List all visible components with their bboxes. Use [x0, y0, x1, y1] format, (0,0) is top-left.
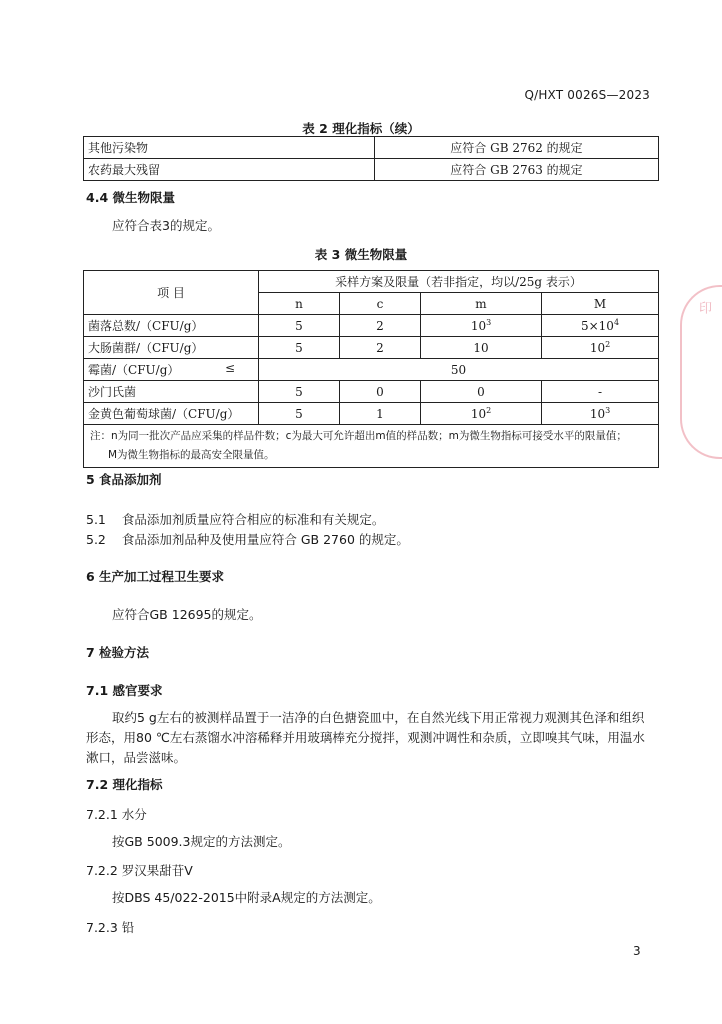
section-7-1-line2: 形态，用80 ℃左右蒸馏水冲溶稀释并用玻璃棒充分搅拌，观测冲调性和杂质，立即嗅其气味，用温水: [86, 730, 645, 745]
table-cell: 农药最大残留: [84, 159, 375, 181]
table-header-row: [84, 271, 659, 293]
table-row: [84, 403, 659, 425]
row-item: 沙门氏菌: [84, 381, 259, 403]
col-m: m: [421, 293, 542, 315]
table-row: [84, 159, 659, 181]
table2-caption: 表 2 理化指标（续）: [302, 121, 420, 136]
row-m: 0: [421, 381, 542, 403]
page-number: 3: [633, 944, 641, 958]
section-7-1-line1: 取约5 g左右的被测样品置于一洁净的白色搪瓷皿中，在自然光线下用正常视力观测其色泽和组织: [112, 710, 645, 725]
row-c: 2: [340, 337, 421, 359]
section-5-1: 5.1 食品添加剂质量应符合相应的标准和有关规定。: [86, 512, 385, 527]
section-4-4-text: 应符合表3的规定。: [112, 218, 220, 233]
row-n: 5: [259, 403, 340, 425]
row-c: 0: [340, 381, 421, 403]
table-row: [84, 137, 659, 159]
mold-item: 霉菌/（CFU/g）: [84, 359, 259, 381]
section-7-2-title: 7.2 理化指标: [86, 777, 163, 792]
row-item: 菌落总数/（CFU/g）: [84, 315, 259, 337]
document-id: Q/HXT 0026S—2023: [524, 88, 650, 102]
row-n: 5: [259, 315, 340, 337]
table-row: [84, 359, 659, 381]
table3: [83, 270, 659, 468]
table-cell: 应符合 GB 2763 的规定: [375, 159, 659, 181]
row-c: 2: [340, 315, 421, 337]
row-n: 5: [259, 337, 340, 359]
section-7-2-3-title: 7.2.3 铅: [86, 920, 135, 935]
mold-op: ≤: [225, 361, 236, 375]
table2: [83, 136, 659, 181]
row-item: 大肠菌群/（CFU/g）: [84, 337, 259, 359]
row-M: -: [542, 381, 659, 403]
table-note-row: [84, 425, 659, 468]
section-6-title: 6 生产加工过程卫生要求: [86, 569, 225, 584]
mold-value: ≤ 50: [259, 359, 659, 381]
row-m: 10: [421, 337, 542, 359]
row-m: $10^3$: [421, 315, 542, 337]
table-cell: 其他污染物: [84, 137, 375, 159]
section-7-2-1-title: 7.2.1 水分: [86, 807, 147, 822]
header-item: 项 目: [84, 271, 259, 315]
header-span: 采样方案及限量（若非指定，均以/25g 表示）: [259, 271, 659, 293]
section-7-title: 7 检验方法: [86, 645, 150, 660]
section-5-2: 5.2 食品添加剂品种及使用量应符合 GB 2760 的规定。: [86, 532, 409, 547]
row-item: 金黄色葡萄球菌/（CFU/g）: [84, 403, 259, 425]
red-seal-stamp: 印: [680, 285, 722, 459]
row-c: 1: [340, 403, 421, 425]
col-M: M: [542, 293, 659, 315]
table-note: 注：n为同一批次产品应采集的样品件数；c为最大可允许超出m值的样品数；m为微生物指标可接受水平的限量值； M为微生物指标的最高安全限量值。: [84, 425, 659, 468]
row-M: $5\times 10^4$: [542, 315, 659, 337]
section-7-1-line3: 漱口，品尝滋味。: [86, 750, 187, 765]
col-c: c: [340, 293, 421, 315]
table-cell: 应符合 GB 2762 的规定: [375, 137, 659, 159]
section-7-2-1-text: 按GB 5009.3规定的方法测定。: [112, 834, 291, 849]
section-7-1-title: 7.1 感官要求: [86, 683, 163, 698]
section-6-text: 应符合GB 12695的规定。: [112, 607, 262, 622]
section-7-2-2-title: 7.2.2 罗汉果甜苷Ⅴ: [86, 863, 193, 878]
section-4-4-title: 4.4 微生物限量: [86, 190, 175, 205]
row-n: 5: [259, 381, 340, 403]
table-row: [84, 337, 659, 359]
section-5-title: 5 食品添加剂: [86, 472, 162, 487]
table-row: [84, 315, 659, 337]
row-M: $10^3$: [542, 403, 659, 425]
col-n: n: [259, 293, 340, 315]
section-7-2-2-text: 按DBS 45/022-2015中附录A规定的方法测定。: [112, 890, 381, 905]
row-m: $10^2$: [421, 403, 542, 425]
row-M: $10^2$: [542, 337, 659, 359]
table-row: [84, 381, 659, 403]
table3-caption: 表 3 微生物限量: [314, 247, 408, 262]
